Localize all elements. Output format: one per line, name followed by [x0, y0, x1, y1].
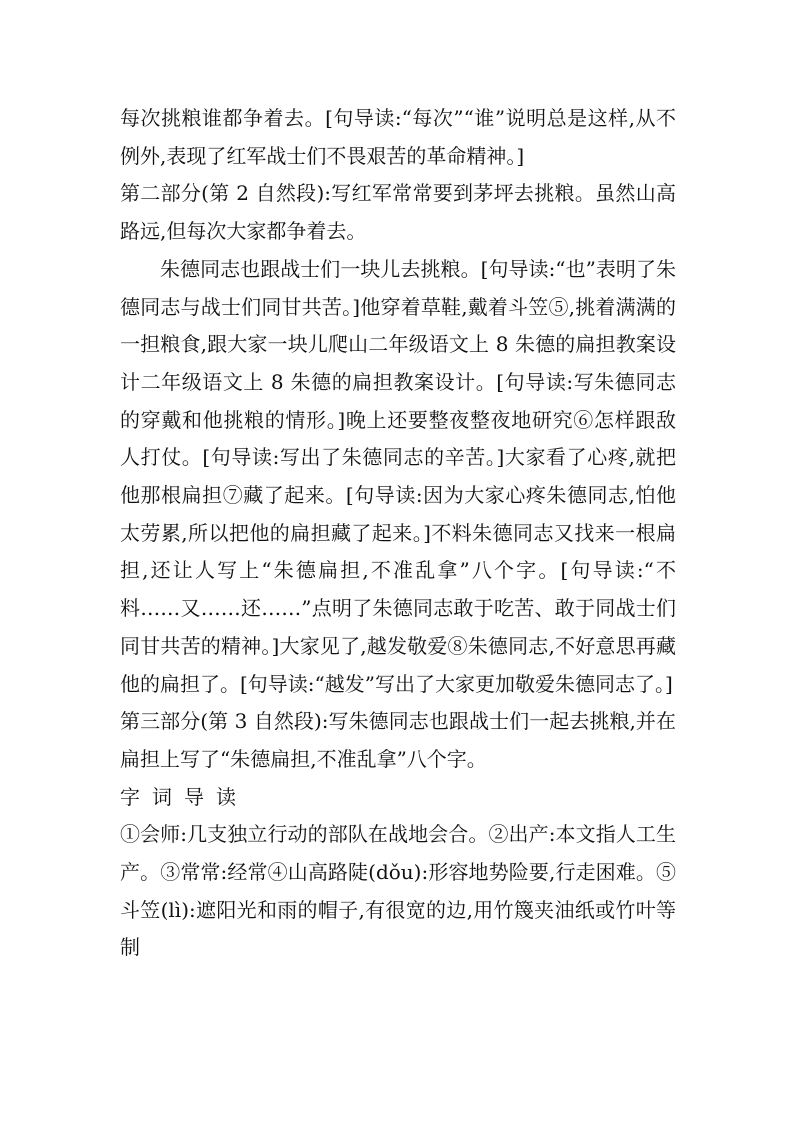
- document-page: [120, 100, 676, 967]
- glossary-paragraph: ①会师:几支独立行动的部队在战地会合。②出产:本文指人工生产。③常常:经常④山高路陡(dǒu):形容地势险要,行走困难。⑤斗笠(lì):遮阳光和雨的帽子,有很宽的边,用竹篾夹油纸或竹叶等制: [120, 822, 676, 960]
- paragraph-part-two-summary: 第二部分(第 2 自然段):写红军常常要到茅坪去挑粮。虽然山高路远,但每次大家都争着去。: [120, 181, 676, 244]
- section-heading-vocabulary: 字词导读: [120, 784, 248, 809]
- paragraph-part-three-summary: 第三部分(第 3 自然段):写朱德同志也跟战士们一起去挑粮,并在扁担上写了“朱德扁担,不准乱拿”八个字。: [120, 709, 676, 771]
- paragraph-1: 每次挑粮谁都争着去。[句导读:“每次”“谁”说明总是这样,从不例外,表现了红军战士们不畏艰苦的革命精神。]: [120, 106, 676, 168]
- paragraph-zhu-de-carries-grain: 朱德同志也跟战士们一块儿去挑粮。[句导读:“也”表明了朱德同志与战士们同甘共苦。]他穿着草鞋,戴着斗笠⑤,挑着满满的一担粮食,跟大家一块儿爬山二年级语文上 8 朱德的扁担教案设计二年级语文上 8 朱德的扁担教案设计。[句导读:写朱德同志的穿戴和他挑粮的情形。]晚上还要整夜整夜地研究⑥怎样跟敌人打仗。[句导读:写出了朱德同志的辛苦。]大家看了心疼,就把他那根扁担⑦藏了起来。[句导读:因为大家心疼朱德同志,怕他太劳累,所以把他的扁担藏了起来。]不料朱德同志又找来一根扁担,还让人写上“朱德扁担,不准乱拿”八个字。[句导读:“不料……又……还……”点明了朱德同志敢于吃苦、敢于同战士们同甘共苦的精神。]大家见了,越发敬爱⑧朱德同志,不好意思再藏他的扁担了。[句导读:“越发”写出了大家更加敬爱朱德同志了。]: [120, 256, 676, 696]
